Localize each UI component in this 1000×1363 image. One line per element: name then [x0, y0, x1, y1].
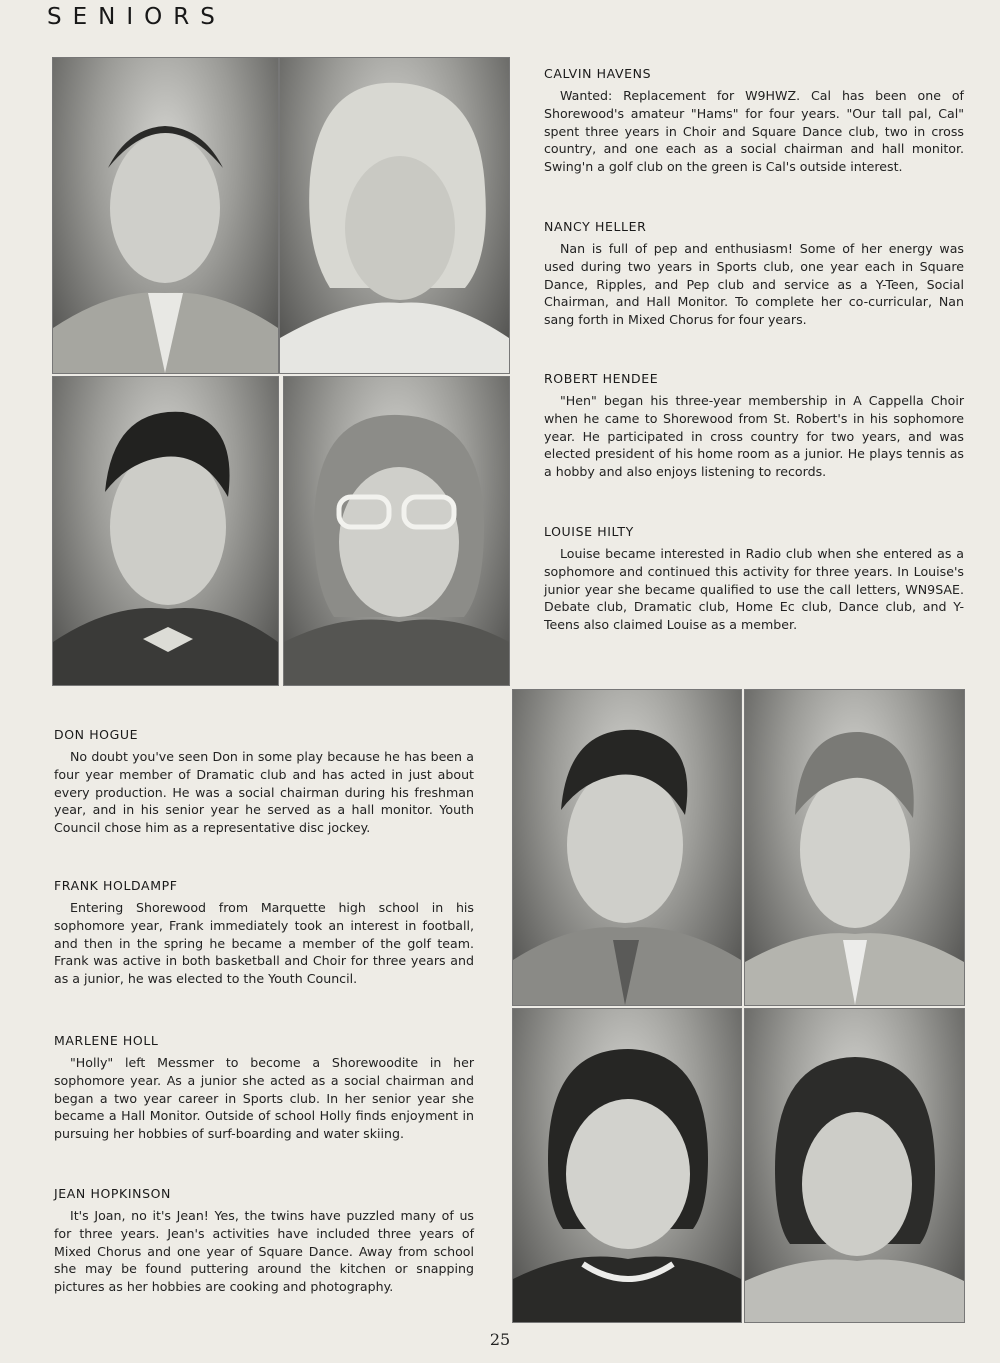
student-bio-text: No doubt you've seen Don in some play because he has been a four year member of Dramatic club and has acted in just about every production. He was a social chairman during his freshman year, and in his senior year he served as a hall monitor. Youth Council chose him as a representative disc jockey.	[54, 749, 474, 836]
student-bio-text: It's Joan, no it's Jean! Yes, the twins have puzzled many of us for three years. Jean's activities have included three years of Mixed Chorus and one year of Square Dance. Away from school she may be found puttering around the kitchen or snapping pictures as her hobbies are cooking and photography.	[54, 1208, 474, 1295]
student-name: DON HOGUE	[54, 727, 139, 742]
portrait-photo-don-hogue	[512, 689, 742, 1006]
portrait-photo-marlene-holl	[512, 1008, 742, 1323]
student-name: MARLENE HOLL	[54, 1033, 159, 1048]
student-name: NANCY HELLER	[544, 219, 647, 234]
student-bio-text: Louise became interested in Radio club when she entered as a sophomore and continued this activity for three years. In Louise's junior year she became qualified to use the call letters, WN9SAE. Debate club, Dramatic club, Home Ec club, Dance club, and Y-Teens also claimed Louise as a member.	[544, 546, 964, 633]
portrait-photo-robert-hendee	[52, 376, 279, 686]
bio-marlene-holl	[54, 1033, 474, 1143]
bio-jean-hopkinson	[54, 1186, 474, 1296]
page-number: 25	[489, 1330, 511, 1349]
student-name: CALVIN HAVENS	[544, 66, 652, 81]
student-bio-text: "Hen" began his three-year membership in A Cappella Choir when he came to Shorewood from St. Robert's in his sophomore year. He participated in cross country for two years, and was elected president of his home room as a junior. He plays tennis as a hobby and also enjoys listening to records.	[544, 393, 964, 480]
student-name: LOUISE HILTY	[544, 524, 634, 539]
portrait-photo-louise-hilty	[283, 376, 510, 686]
bio-calvin-havens	[544, 66, 964, 176]
student-bio-text: Entering Shorewood from Marquette high school in his sophomore year, Frank immediately took an interest in football, and then in the spring he became a member of the golf team. Frank was active in both basketball and Choir for three years and as a junior, he was elected to the Youth Council.	[54, 900, 474, 987]
portrait-photo-frank-holdampf	[744, 689, 965, 1006]
bio-louise-hilty	[544, 524, 964, 634]
student-bio-text: Wanted: Replacement for W9HWZ. Cal has been one of Shorewood's amateur "Hams" for four years. "Our tall pal, Cal" spent three years in Choir and Square Dance club, two in cross country, and one each as a social chairman and hall monitor. Swing'n a golf club on the green is Cal's outside interest.	[544, 88, 964, 175]
bio-don-hogue	[54, 727, 474, 837]
student-bio-text: Nan is full of pep and enthusiasm! Some of her energy was used during two years in Sports club, one year each in Square Dance, Ripples, and Pep club and service as a Y-Teen, Social Chairman, and Hall Monitor. To complete her co-curricular, Nan sang forth in Mixed Chorus for four years.	[544, 241, 964, 328]
portrait-photo-nancy-heller	[279, 57, 510, 374]
bio-nancy-heller	[544, 219, 964, 329]
portrait-photo-jean-hopkinson	[744, 1008, 965, 1323]
bio-robert-hendee	[544, 371, 964, 481]
portrait-photo-calvin-havens	[52, 57, 279, 374]
student-name: FRANK HOLDAMPF	[54, 878, 178, 893]
bio-frank-holdampf	[54, 878, 474, 988]
student-name: JEAN HOPKINSON	[54, 1186, 171, 1201]
page-title: SENIORS	[47, 4, 226, 30]
student-bio-text: "Holly" left Messmer to become a Shorewoodite in her sophomore year. As a junior she acted as a social chairman and began a two year career in Sports club. In her senior year she became a Hall Monitor. Outside of school Holly finds enjoyment in pursuing her hobbies of surf-boarding and water skiing.	[54, 1055, 474, 1142]
student-name: ROBERT HENDEE	[544, 371, 659, 386]
